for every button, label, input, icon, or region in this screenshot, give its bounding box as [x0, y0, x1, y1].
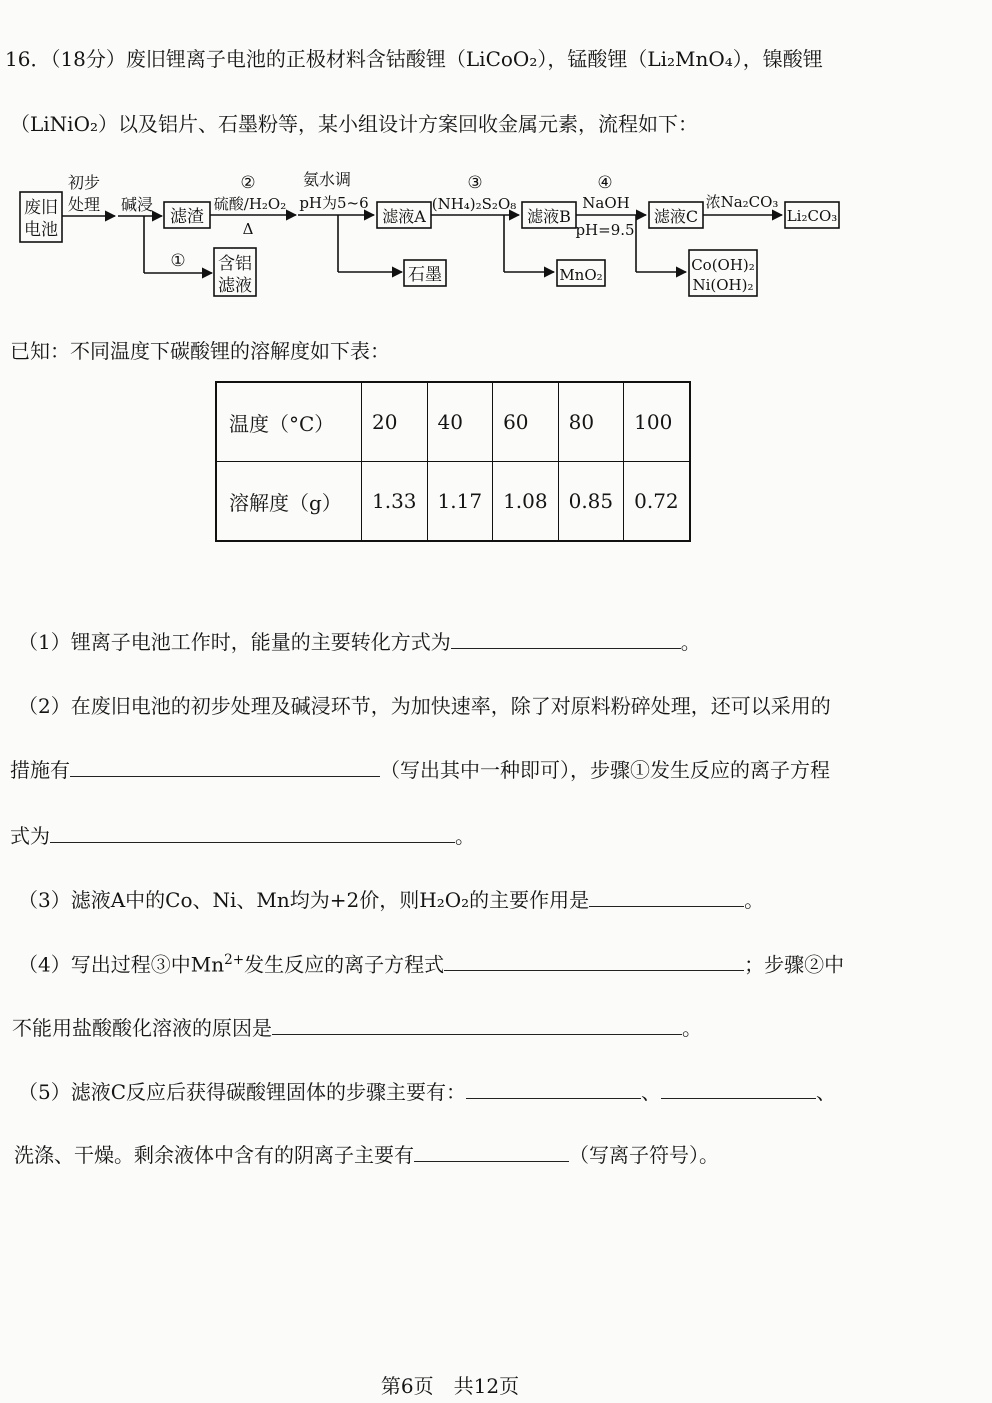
q2-line1: （2）在废旧电池的初步处理及碱浸环节，为加快速率，除了对原料粉碎处理，还可以采用的: [18, 694, 831, 718]
table-row-temperature: [216, 382, 690, 462]
q4-reason-blank[interactable]: [272, 1016, 682, 1035]
q5-step1-blank[interactable]: [466, 1080, 641, 1099]
known-statement: 已知：不同温度下碳酸锂的溶解度如下表：: [10, 339, 390, 363]
question-intro-line1: 16．（18分）废旧锂离子电池的正极材料含钴酸锂（LiCoO₂），锰酸锂（Li₂MnO₄），镍酸锂: [5, 47, 823, 71]
table-row-solubility: [216, 462, 690, 542]
q2-line2: [10, 758, 830, 782]
q1-text: （1）锂离子电池工作时，能量的主要转化方式为: [18, 630, 451, 654]
solubility-table: [215, 381, 691, 542]
q2-measures-label: 措施有: [10, 758, 70, 782]
q2-measures-blank[interactable]: [70, 758, 380, 777]
q5-line2: [14, 1143, 719, 1167]
battery-label-1: 废旧: [24, 198, 58, 218]
battery-label-2: 电池: [24, 220, 58, 240]
table-cell: 40: [427, 382, 493, 462]
process-flow-diagram: [0, 160, 860, 305]
q5-sep1: 、: [641, 1080, 662, 1104]
li2co3-label: Li₂CO₃: [786, 207, 838, 225]
q1-answer-blank[interactable]: [451, 630, 681, 649]
q5-line2-tail: （写离子符号）。: [569, 1143, 719, 1167]
ammonia-label: 氨水调: [302, 170, 352, 189]
acid-reagent-label: 硫酸/H₂O₂: [213, 195, 287, 213]
q3-text: （3）滤液A中的Co、Ni、Mn均为+2价，则H₂O₂的主要作用是: [18, 888, 590, 912]
q4-mid: ；步骤②中: [744, 952, 845, 977]
q3-line: [18, 888, 764, 912]
q5-text: （5）滤液C反应后获得碳酸锂固体的步骤主要有：: [18, 1080, 467, 1104]
mno2-label: MnO₂: [559, 266, 603, 284]
q5-sep2: 、: [816, 1080, 837, 1104]
q4-charge: 2+: [224, 952, 245, 968]
q4-line2: [12, 1016, 702, 1040]
table-cell: 20: [362, 382, 428, 462]
q5-anion-blank[interactable]: [414, 1143, 569, 1162]
cobalt-hydroxide-label: Co(OH)₂: [691, 256, 755, 274]
al-filtrate-label-2: 滤液: [218, 276, 252, 296]
q4-equation-blank[interactable]: [444, 952, 744, 971]
q2-line2-tail: （写出其中一种即可），步骤①发生反应的离子方程: [380, 758, 830, 782]
ph-value-label: pH=9.5: [575, 221, 635, 239]
step2-marker: ②: [240, 173, 256, 193]
pretreat-label-2: 处理: [67, 195, 101, 214]
q4-reason-label: 不能用盐酸酸化溶液的原因是: [12, 1016, 272, 1040]
persulfate-label: (NH₄)₂S₂O₈: [431, 195, 517, 213]
graphite-label: 石墨: [408, 265, 442, 285]
na2co3-label: 浓Na₂CO₃: [705, 193, 779, 211]
step3-marker: ③: [467, 173, 483, 193]
ph-range-label: pH为5~6: [299, 194, 369, 212]
q4-text-b: 发生反应的离子方程式: [244, 952, 445, 977]
table-cell: 100: [624, 382, 690, 462]
nickel-hydroxide-label: Ni(OH)₂: [692, 276, 754, 294]
question-intro-line2: （LiNiO₂）以及铝片、石墨粉等，某小组设计方案回收金属元素，流程如下：: [10, 112, 698, 136]
q5-step2-blank[interactable]: [661, 1080, 816, 1099]
heat-symbol: Δ: [242, 220, 254, 238]
pretreat-label-1: 初步: [67, 173, 101, 192]
q1-end: 。: [680, 630, 701, 654]
naoh-label: NaOH: [582, 194, 630, 212]
q4-text-a: （4）写出过程③中Mn: [18, 952, 225, 977]
al-filtrate-label-1: 含铝: [218, 254, 252, 274]
table-cell: 1.33: [362, 462, 428, 542]
q3-answer-blank[interactable]: [589, 888, 744, 907]
q2-end: 。: [455, 824, 475, 848]
step1-marker: ①: [170, 251, 186, 271]
q2-line3: [10, 824, 475, 848]
table-cell: 1.17: [427, 462, 493, 542]
q5-anion-label: 洗涤、干燥。剩余液体中含有的阴离子主要有: [14, 1143, 414, 1167]
temperature-header: 温度（°C）: [216, 382, 362, 462]
solubility-header: 溶解度（g）: [216, 462, 362, 542]
step4-marker: ④: [597, 173, 613, 193]
filtrate-b-label: 滤液B: [527, 207, 571, 226]
table-cell: 0.85: [558, 462, 624, 542]
q3-end: 。: [744, 888, 765, 912]
table-cell: 80: [558, 382, 624, 462]
q2-equation-blank[interactable]: [50, 824, 455, 843]
q4-end: 。: [682, 1016, 702, 1040]
table-cell: 60: [493, 382, 559, 462]
q1-line: [18, 630, 701, 654]
residue-label: 滤渣: [170, 207, 204, 227]
q2-equation-label: 式为: [10, 824, 50, 848]
table-cell: 1.08: [493, 462, 559, 542]
page-number: 第6页 共12页: [380, 1374, 520, 1398]
q4-line1: [18, 952, 844, 976]
q5-line1: [18, 1080, 836, 1104]
filtrate-a-label: 滤液A: [382, 207, 426, 226]
filtrate-c-label: 滤液C: [653, 207, 699, 226]
table-cell: 0.72: [624, 462, 690, 542]
alkali-leach-label: 碱浸: [120, 195, 154, 214]
